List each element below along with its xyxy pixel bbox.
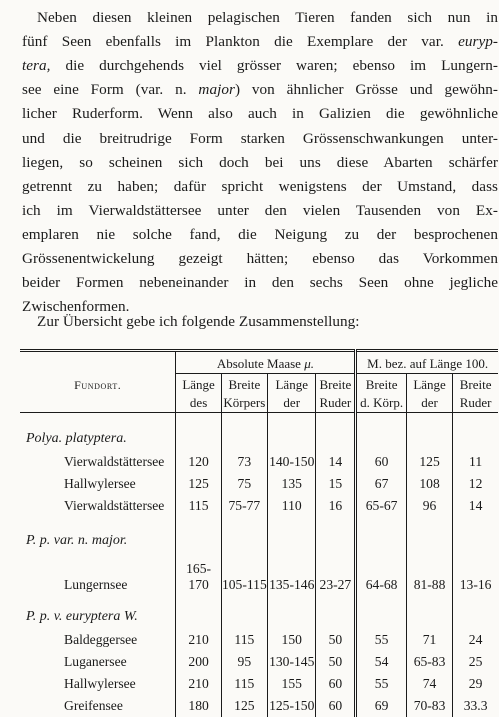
empty-cell — [176, 593, 221, 629]
row-fundort: Vierwaldstättersee — [64, 498, 165, 513]
header-relative-group: M. bez. auf Länge 100. — [356, 351, 498, 374]
row-value: 15 — [316, 473, 356, 495]
row-value: 125-150 — [268, 695, 316, 717]
text-run: euryp- — [458, 33, 498, 51]
row-value: 73 — [221, 451, 267, 473]
empty-cell — [356, 413, 407, 452]
row-value: 125 — [221, 695, 267, 717]
row-value: 33.3 — [453, 695, 498, 717]
row-fundort: Vierwaldstättersee — [64, 454, 165, 469]
row-value: 55 — [356, 673, 407, 695]
row-value: 130-145 — [268, 651, 316, 673]
table-row — [20, 629, 498, 651]
empty-cell — [221, 413, 267, 452]
empty-cell — [316, 517, 356, 553]
empty-cell — [316, 413, 356, 452]
empty-cell — [453, 593, 498, 629]
row-value: 81-88 — [406, 553, 452, 593]
text-run: fünf Seen ebenfalls im Plankton die Exemplare der var. — [22, 33, 459, 51]
row-value: 108 — [406, 473, 452, 495]
row-value: 25 — [453, 651, 498, 673]
text-run: und die breitrudrige Form starken Grössenschwankungen unter- — [22, 129, 498, 147]
row-value: 60 — [356, 451, 407, 473]
row-value: 135 — [268, 473, 316, 495]
table-row — [20, 473, 498, 495]
text-run: emplaren nie solche fand, die Neigung zu der besprochenen — [22, 225, 498, 243]
row-value: 23-27 — [316, 553, 356, 593]
header-absolute-group: Absolute Maase μ. — [176, 351, 356, 374]
empty-cell — [268, 593, 316, 629]
section-title: P. p. var. n. major. — [26, 533, 128, 548]
paragraph-line — [22, 201, 498, 221]
paragraph-line — [37, 8, 498, 28]
header-laenge-1: Länge des — [176, 374, 221, 413]
row-value: 210 — [176, 629, 221, 651]
row-value: 96 — [406, 495, 452, 517]
paragraph-line — [22, 177, 498, 197]
section-title: P. p. v. euryptera W. — [26, 609, 138, 624]
text-run: tera, — [22, 57, 51, 75]
row-value: 74 — [406, 673, 452, 695]
text-run: die durchgehends viel grösser waren; ebenso im Lungern- — [50, 57, 498, 75]
text-run: licher Ruderform. Wenn also auch in Galizien die gewöhnliche — [22, 105, 498, 123]
header-breite-3: Breite d. Körp. — [356, 374, 407, 413]
row-value: 67 — [356, 473, 407, 495]
empty-cell — [406, 413, 452, 452]
row-value: 70-83 — [406, 695, 452, 717]
empty-cell — [356, 593, 407, 629]
text-run: ich im Vierwaldstättersee unter den vielen Tausenden von Ex- — [22, 201, 498, 219]
paragraph-line — [22, 129, 498, 149]
table-row — [20, 495, 498, 517]
empty-cell — [176, 413, 221, 452]
empty-cell — [176, 517, 221, 553]
row-value: 50 — [316, 629, 356, 651]
row-value: 60 — [316, 695, 356, 717]
table-row — [20, 673, 498, 695]
row-value: 165-170 — [176, 553, 221, 593]
header-breite-4: Breite Ruder — [453, 374, 498, 413]
section-title: Polya. platyptera. — [26, 431, 127, 446]
paragraph-line — [22, 273, 498, 293]
empty-cell — [406, 517, 452, 553]
row-fundort: Hallwylersee — [64, 476, 136, 491]
row-value: 29 — [453, 673, 498, 695]
row-value: 155 — [268, 673, 316, 695]
empty-cell — [221, 593, 267, 629]
row-fundort: Greifensee — [64, 698, 123, 713]
row-value: 200 — [176, 651, 221, 673]
header-laenge-3: Länge der — [406, 374, 452, 413]
row-value: 135-146 — [268, 553, 316, 593]
row-value: 14 — [453, 495, 498, 517]
paragraph-line — [22, 32, 498, 52]
row-value: 180 — [176, 695, 221, 717]
table-row — [20, 695, 498, 717]
section-title-row — [20, 517, 498, 553]
paragraph-line — [22, 153, 498, 173]
row-value: 71 — [406, 629, 452, 651]
row-value: 64-68 — [356, 553, 407, 593]
row-value: 14 — [316, 451, 356, 473]
row-value: 12 — [453, 473, 498, 495]
row-value: 54 — [356, 651, 407, 673]
row-value: 125 — [176, 473, 221, 495]
row-value: 65-83 — [406, 651, 452, 673]
row-value: 115 — [221, 673, 267, 695]
row-value: 13-16 — [453, 553, 498, 593]
row-value: 75 — [221, 473, 267, 495]
table-row — [20, 553, 498, 593]
row-value: 69 — [356, 695, 407, 717]
header-breite-1: Breite Körpers — [221, 374, 267, 413]
paragraph-line — [22, 225, 498, 245]
table-row — [20, 451, 498, 473]
row-value: 150 — [268, 629, 316, 651]
header-breite-2: Breite Ruder — [316, 374, 356, 413]
empty-cell — [406, 593, 452, 629]
header-fundort: Fundort. — [20, 351, 176, 413]
text-run: major — [198, 81, 235, 99]
row-value: 110 — [268, 495, 316, 517]
measurement-table — [20, 349, 498, 717]
text-run: Zwischenformen. — [22, 298, 130, 316]
empty-cell — [268, 517, 316, 553]
empty-cell — [356, 517, 407, 553]
header-laenge-2: Länge der — [268, 374, 316, 413]
section-title-row — [20, 413, 498, 452]
paragraph-line — [22, 249, 498, 269]
text-run: beider Formen nebeneinander in den sechs Seen ohne jegliche — [22, 274, 498, 292]
row-value: 11 — [453, 451, 498, 473]
row-value: 50 — [316, 651, 356, 673]
text-run: liegen, so scheinen sich doch bei uns diese Abarten schärfer — [22, 153, 498, 171]
row-value: 60 — [316, 673, 356, 695]
paragraph-line — [22, 104, 498, 124]
row-fundort: Lungernsee — [64, 577, 128, 592]
row-value: 120 — [176, 451, 221, 473]
text-run: getrennt zu haben; dafür spricht wenigstens der Umstand, dass — [22, 177, 498, 195]
text-run: ) von ähnlicher Grösse und gewöhn- — [234, 81, 498, 99]
row-value: 75-77 — [221, 495, 267, 517]
paragraph-2: Zur Übersicht gebe ich folgende Zusammenstellung: — [37, 313, 360, 330]
row-fundort: Baldeggersee — [64, 632, 138, 647]
row-value: 55 — [356, 629, 407, 651]
row-value: 115 — [221, 629, 267, 651]
row-fundort: Hallwylersee — [64, 676, 136, 691]
row-value: 24 — [453, 629, 498, 651]
paragraph-line — [22, 80, 498, 100]
paragraph-line — [22, 56, 498, 76]
empty-cell — [316, 593, 356, 629]
table-row — [20, 651, 498, 673]
row-value: 105-115 — [221, 553, 267, 593]
empty-cell — [221, 517, 267, 553]
row-value: 65-67 — [356, 495, 407, 517]
row-fundort: Luganersee — [64, 654, 127, 669]
empty-cell — [453, 413, 498, 452]
row-value: 115 — [176, 495, 221, 517]
text-run: Grössenentwickelung gezeigt hätten; ebenso das Vorkommen — [22, 250, 498, 267]
row-value: 16 — [316, 495, 356, 517]
text-run: Neben diesen kleinen pelagischen Tieren fanden sich nun in — [37, 9, 498, 26]
row-value: 125 — [406, 451, 452, 473]
row-value: 95 — [221, 651, 267, 673]
empty-cell — [268, 413, 316, 452]
text-run: see eine Form (var. n. — [22, 81, 199, 99]
empty-cell — [453, 517, 498, 553]
row-value: 210 — [176, 673, 221, 695]
row-value: 140-150 — [268, 451, 316, 473]
section-title-row — [20, 593, 498, 629]
